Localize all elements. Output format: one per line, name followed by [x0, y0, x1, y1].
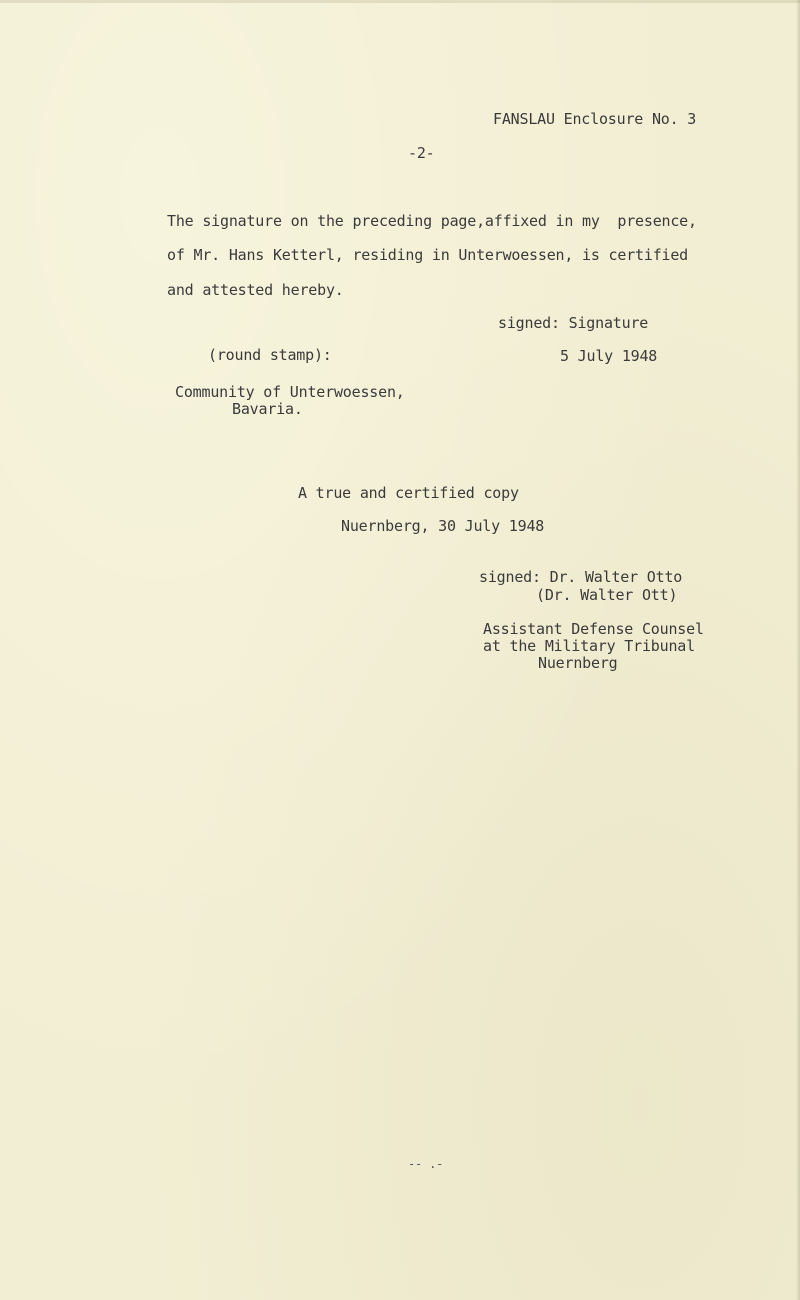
body-line-1: The signature on the preceding page,affixed in my presence, [167, 212, 697, 230]
signature-date: 5 July 1948 [560, 347, 658, 365]
page-right-edge [796, 0, 800, 1300]
counsel-title-line-2: at the Military Tribunal [483, 637, 695, 655]
counsel-title-line-3: Nuernberg [538, 654, 618, 672]
enclosure-header: FANSLAU Enclosure No. 3 [493, 110, 697, 128]
signature-line: signed: Signature [498, 314, 649, 332]
community-line-2: Bavaria. [232, 400, 303, 418]
place-and-date: Nuernberg, 30 July 1948 [341, 517, 545, 535]
body-line-2: of Mr. Hans Ketterl, residing in Unterwoessen, is certified [167, 246, 689, 264]
signed-by-correction: (Dr. Walter Ott) [536, 586, 678, 604]
certified-copy-statement: A true and certified copy [298, 484, 519, 502]
stamp-label: (round stamp): [208, 346, 332, 364]
counsel-title-line-1: Assistant Defense Counsel [483, 620, 704, 638]
page-top-edge [0, 0, 800, 3]
page-number: -2- [408, 144, 435, 162]
community-line-1: Community of Unterwoessen, [175, 383, 405, 401]
signed-by: signed: Dr. Walter Otto [479, 568, 683, 586]
body-line-3: and attested hereby. [167, 281, 344, 299]
footer-mark: -- .- [408, 1157, 444, 1171]
